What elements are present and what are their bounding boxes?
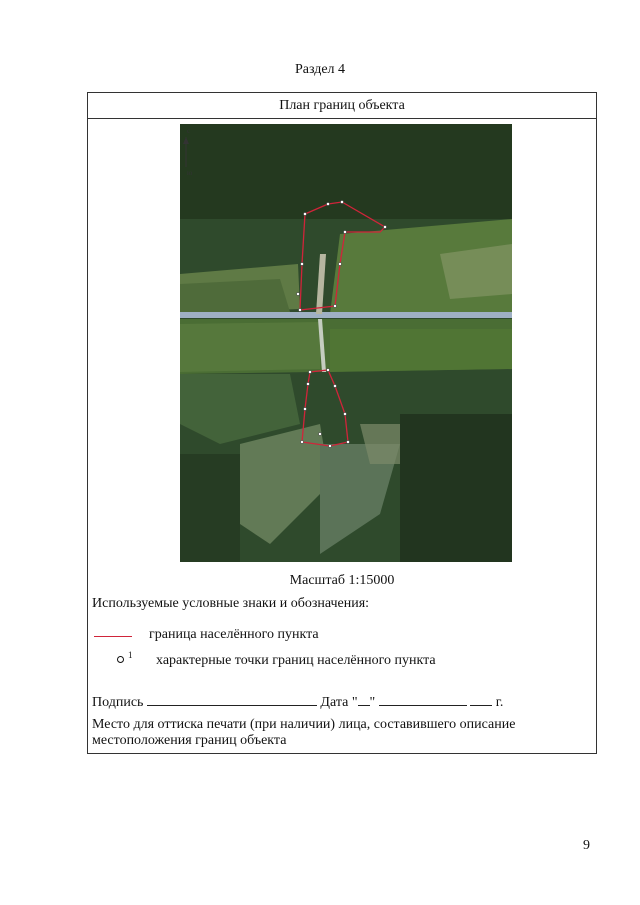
day-blank: [358, 692, 370, 706]
plan-header: План границ объекта: [88, 93, 596, 119]
legend-title: Используемые условные знаки и обозначения:: [92, 596, 370, 611]
boundary-point-label: характерные точки границ населённого пункта: [156, 653, 436, 668]
signature-row: [92, 692, 503, 711]
stamp-note: Место для оттиска печати (при наличии) лица, составившего описание местоположения границ объекта: [92, 717, 516, 748]
year-suffix: г.: [495, 695, 504, 710]
boundary-point-number: 1: [128, 650, 133, 660]
date-quote-open: ": [351, 695, 358, 710]
satellite-map: [180, 124, 512, 562]
plan-frame: [87, 92, 597, 754]
date-label: Дата: [320, 695, 349, 710]
north-letter: с: [187, 127, 191, 135]
boundary-line-symbol: [94, 636, 132, 637]
date-quote-close: ": [369, 695, 376, 710]
boundary-point-symbol: [117, 656, 124, 663]
signature-blank: [147, 692, 317, 706]
map-scale: Масштаб 1:15000: [289, 573, 395, 588]
section-title: Раздел 4: [294, 62, 346, 77]
south-letter: ю: [187, 169, 193, 177]
boundary-line-label: граница населённого пункта: [149, 627, 319, 642]
year-blank: [470, 692, 492, 706]
page-number: 9: [583, 838, 590, 853]
signature-label: Подпись: [92, 695, 144, 710]
month-blank: [379, 692, 467, 706]
